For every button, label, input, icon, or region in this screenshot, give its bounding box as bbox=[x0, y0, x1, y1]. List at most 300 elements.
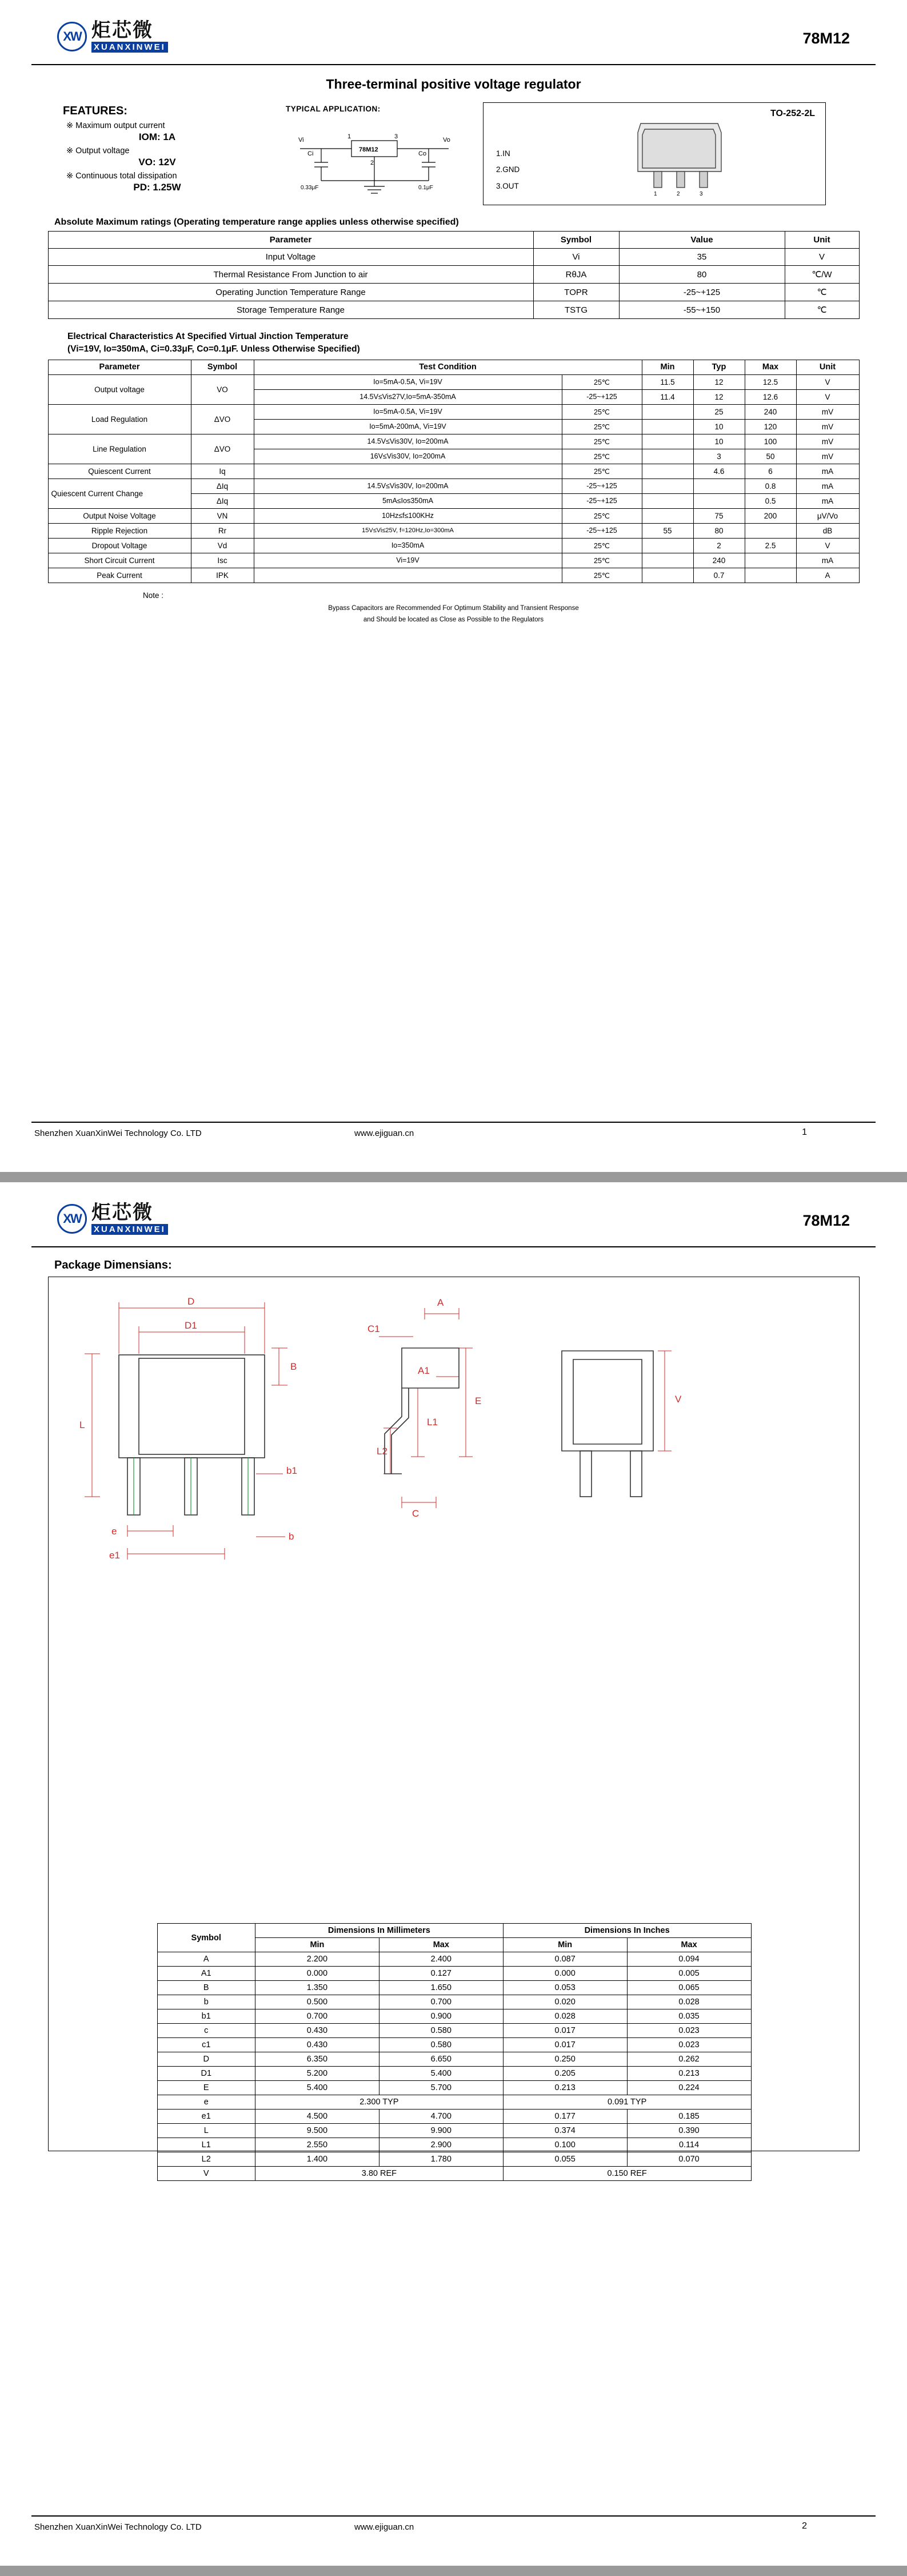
cell-unit: mA bbox=[796, 553, 859, 568]
cell-min bbox=[642, 434, 693, 449]
cell-condition: Vi=19V bbox=[254, 553, 562, 568]
svg-text:2: 2 bbox=[677, 191, 680, 197]
cell-mm-typ: 2.300 TYP bbox=[255, 2095, 503, 2110]
col-value: Value bbox=[619, 232, 785, 249]
package-illustration-box bbox=[483, 102, 826, 205]
cell-unit: μV/Vo bbox=[796, 508, 859, 523]
cell-max: 0.8 bbox=[745, 478, 796, 493]
svg-text:B: B bbox=[290, 1361, 297, 1372]
cell-parameter: Output voltage bbox=[48, 374, 191, 404]
table-row bbox=[157, 1952, 751, 1967]
svg-text:Ci: Ci bbox=[307, 150, 314, 157]
table-row bbox=[48, 434, 859, 449]
cell-temp: -25~+125 bbox=[562, 478, 642, 493]
cell-in-min: 0.020 bbox=[503, 1995, 627, 2009]
cell-temp: 25℃ bbox=[562, 464, 642, 478]
cell-symbol: A bbox=[157, 1952, 255, 1967]
cell-in-min: 0.100 bbox=[503, 2138, 627, 2152]
elec-heading-line2: (Vi=19V, Io=350mA, Ci=0.33μF, Co=0.1μF. Unless Otherwise Specified) bbox=[67, 344, 360, 354]
cell-in-max: 0.023 bbox=[627, 2024, 751, 2038]
typical-application-block bbox=[286, 105, 480, 199]
table-row bbox=[157, 2081, 751, 2095]
logo-mark-icon: XW bbox=[57, 22, 87, 51]
cell-parameter: Output Noise Voltage bbox=[48, 508, 191, 523]
svg-text:1: 1 bbox=[347, 133, 351, 140]
cell-symbol: TSTG bbox=[533, 301, 619, 319]
cell-typ: 0.7 bbox=[693, 568, 745, 583]
elec-heading-line1: Electrical Characteristics At Specified Virtual Jinction Temperature bbox=[67, 332, 349, 341]
table-row bbox=[157, 1967, 751, 1981]
svg-text:1: 1 bbox=[654, 191, 657, 197]
cell-mm-min: 5.200 bbox=[255, 2067, 379, 2081]
cell-in-min: 0.213 bbox=[503, 2081, 627, 2095]
col-group-mm: Dimensions In Millimeters bbox=[255, 1924, 503, 1938]
cell-symbol: b bbox=[157, 1995, 255, 2009]
datasheet-page-1 bbox=[0, 0, 907, 1172]
cell-mm-max: 9.900 bbox=[379, 2124, 503, 2138]
cell-mm-max: 2.900 bbox=[379, 2138, 503, 2152]
cell-max: 6 bbox=[745, 464, 796, 478]
cell-min bbox=[642, 538, 693, 553]
datasheet-page-2 bbox=[0, 1182, 907, 2566]
cell-symbol: L2 bbox=[157, 2152, 255, 2167]
cell-symbol: ΔIq bbox=[191, 493, 254, 508]
page-header bbox=[0, 0, 907, 69]
cell-temp: 25℃ bbox=[562, 449, 642, 464]
package-pin-list bbox=[496, 146, 520, 194]
cell-symbol: V bbox=[157, 2167, 255, 2181]
cell-temp: -25~+125 bbox=[562, 493, 642, 508]
col-max: Max bbox=[745, 360, 796, 374]
cell-min bbox=[642, 464, 693, 478]
part-number-header: 78M12 bbox=[802, 30, 850, 47]
svg-text:0.33μF: 0.33μF bbox=[301, 185, 319, 191]
cell-symbol: D1 bbox=[157, 2067, 255, 2081]
cell-symbol: TOPR bbox=[533, 284, 619, 301]
cell-mm-max: 0.580 bbox=[379, 2038, 503, 2052]
cell-in-max: 0.023 bbox=[627, 2038, 751, 2052]
footer-page-number: 2 bbox=[802, 2521, 807, 2531]
cell-parameter: Input Voltage bbox=[48, 249, 533, 266]
logo-mark-icon: XW bbox=[57, 1204, 87, 1234]
cell-typ bbox=[693, 478, 745, 493]
electrical-characteristics-heading bbox=[67, 330, 907, 356]
svg-text:3: 3 bbox=[394, 133, 398, 140]
cell-condition bbox=[254, 568, 562, 583]
cell-symbol: b1 bbox=[157, 2009, 255, 2024]
dimension-table-wrap bbox=[157, 1923, 752, 2181]
col-parameter: Parameter bbox=[48, 360, 191, 374]
cell-parameter: Short Circuit Current bbox=[48, 553, 191, 568]
cell-condition: Io=5mA-200mA, Vi=19V bbox=[254, 419, 562, 434]
cell-typ: 25 bbox=[693, 404, 745, 419]
cell-mm-min: 4.500 bbox=[255, 2110, 379, 2124]
cell-temp: 25℃ bbox=[562, 404, 642, 419]
cell-parameter: Ripple Rejection bbox=[48, 523, 191, 538]
footer-divider bbox=[31, 2515, 876, 2517]
cell-typ bbox=[693, 493, 745, 508]
cell-max: 100 bbox=[745, 434, 796, 449]
svg-text:C1: C1 bbox=[367, 1323, 380, 1334]
table-row bbox=[48, 478, 859, 493]
table-row bbox=[157, 2138, 751, 2152]
cell-symbol: RθJA bbox=[533, 266, 619, 284]
table-row bbox=[48, 508, 859, 523]
to252-package-icon bbox=[609, 115, 758, 201]
cell-in-min: 0.205 bbox=[503, 2067, 627, 2081]
cell-mm-min: 0.430 bbox=[255, 2024, 379, 2038]
pin-1: 1.IN bbox=[496, 149, 510, 158]
footer-company: Shenzhen XuanXinWei Technology Co. LTD bbox=[34, 1129, 202, 1138]
feature-value: PD: 1.25W bbox=[133, 182, 181, 193]
table-row bbox=[48, 464, 859, 478]
package-dimensions-frame bbox=[48, 1277, 860, 2178]
svg-text:C: C bbox=[411, 1508, 419, 1519]
cell-symbol: Iq bbox=[191, 464, 254, 478]
cell-condition: Io=5mA-0.5A, Vi=19V bbox=[254, 374, 562, 389]
cell-temp: -25~+125 bbox=[562, 389, 642, 404]
cell-value: -55~+150 bbox=[619, 301, 785, 319]
cell-max: 240 bbox=[745, 404, 796, 419]
svg-text:Co: Co bbox=[418, 150, 427, 157]
cell-min bbox=[642, 404, 693, 419]
cell-in-max: 0.070 bbox=[627, 2152, 751, 2167]
page-header bbox=[0, 1182, 907, 1251]
svg-text:L1: L1 bbox=[426, 1417, 438, 1427]
cell-symbol: Rr bbox=[191, 523, 254, 538]
cell-min: 11.5 bbox=[642, 374, 693, 389]
cell-unit: V bbox=[796, 389, 859, 404]
table-row bbox=[157, 2152, 751, 2167]
cell-parameter: Load Regulation bbox=[48, 404, 191, 434]
cell-mm-max: 0.700 bbox=[379, 1995, 503, 2009]
table-row bbox=[48, 301, 859, 319]
cell-symbol: VO bbox=[191, 374, 254, 404]
cell-mm-max: 0.900 bbox=[379, 2009, 503, 2024]
cell-mm-min: 0.500 bbox=[255, 1995, 379, 2009]
cell-in-max: 0.094 bbox=[627, 1952, 751, 1967]
col-mm-min: Min bbox=[255, 1938, 379, 1952]
table-row bbox=[48, 568, 859, 583]
cell-in-max: 0.035 bbox=[627, 2009, 751, 2024]
table-row bbox=[157, 2067, 751, 2081]
feature-label: ※ Maximum output current bbox=[66, 121, 165, 130]
cell-unit: ℃ bbox=[785, 301, 859, 319]
svg-text:D: D bbox=[187, 1296, 194, 1307]
cell-symbol: A1 bbox=[157, 1967, 255, 1981]
cell-in-min: 0.374 bbox=[503, 2124, 627, 2138]
svg-text:b1: b1 bbox=[286, 1465, 297, 1476]
cell-temp: 25℃ bbox=[562, 374, 642, 389]
cell-mm-max: 0.580 bbox=[379, 2024, 503, 2038]
table-header-row bbox=[48, 360, 859, 374]
table-row bbox=[157, 2095, 751, 2110]
cell-unit: dB bbox=[796, 523, 859, 538]
cell-max: 120 bbox=[745, 419, 796, 434]
package-name: TO-252-2L bbox=[770, 109, 815, 118]
cell-min: 55 bbox=[642, 523, 693, 538]
cell-unit: V bbox=[785, 249, 859, 266]
cell-condition: 15V≤Vi≤25V, f=120Hz,Io=300mA bbox=[254, 523, 562, 538]
table-row bbox=[48, 538, 859, 553]
footer-page-number: 1 bbox=[802, 1127, 807, 1137]
cell-condition: 14.5V≤Vis30V, Io=200mA bbox=[254, 434, 562, 449]
cell-min bbox=[642, 508, 693, 523]
cell-unit: V bbox=[796, 374, 859, 389]
cell-condition: 16V≤Vis30V, Io=200mA bbox=[254, 449, 562, 464]
feature-value: VO: 12V bbox=[138, 157, 176, 168]
cell-max bbox=[745, 553, 796, 568]
header-divider bbox=[31, 64, 876, 65]
cell-symbol: IPK bbox=[191, 568, 254, 583]
label-vo: Vo bbox=[443, 137, 450, 143]
cell-mm-min: 6.350 bbox=[255, 2052, 379, 2067]
cell-value: -25~+125 bbox=[619, 284, 785, 301]
page-footer bbox=[0, 2515, 907, 2550]
cell-temp: 25℃ bbox=[562, 508, 642, 523]
svg-text:e1: e1 bbox=[109, 1550, 120, 1561]
part-number-header: 78M12 bbox=[802, 1212, 850, 1229]
cell-mm-max: 1.650 bbox=[379, 1981, 503, 1995]
table-row bbox=[157, 1995, 751, 2009]
svg-text:A1: A1 bbox=[417, 1365, 430, 1376]
svg-text:V: V bbox=[674, 1394, 681, 1405]
cell-max bbox=[745, 523, 796, 538]
cell-in-max: 0.028 bbox=[627, 1995, 751, 2009]
table-header-row bbox=[157, 1924, 751, 1938]
company-name-en: XUANXINWEI bbox=[91, 42, 168, 53]
cell-min bbox=[642, 449, 693, 464]
cell-typ: 10 bbox=[693, 434, 745, 449]
application-circuit-diagram bbox=[286, 113, 474, 199]
cell-mm-max: 6.650 bbox=[379, 2052, 503, 2067]
col-symbol: Symbol bbox=[533, 232, 619, 249]
col-parameter: Parameter bbox=[48, 232, 533, 249]
cell-mm-min: 2.200 bbox=[255, 1952, 379, 1967]
electrical-characteristics-table bbox=[48, 360, 860, 583]
cell-in-max: 0.213 bbox=[627, 2067, 751, 2081]
note-line-1: Bypass Capacitors are Recommended For Optimum Stability and Transient Response bbox=[328, 604, 579, 612]
cell-mm-min: 5.400 bbox=[255, 2081, 379, 2095]
col-symbol: Symbol bbox=[191, 360, 254, 374]
pin-3: 3.OUT bbox=[496, 181, 519, 190]
cell-unit: mV bbox=[796, 449, 859, 464]
table-row bbox=[157, 2124, 751, 2138]
cell-in-max: 0.390 bbox=[627, 2124, 751, 2138]
cell-typ: 3 bbox=[693, 449, 745, 464]
cell-symbol: Isc bbox=[191, 553, 254, 568]
cell-symbol: VN bbox=[191, 508, 254, 523]
cell-mm-min: 9.500 bbox=[255, 2124, 379, 2138]
cell-mm-min: 0.700 bbox=[255, 2009, 379, 2024]
features-block bbox=[63, 105, 251, 197]
abs-max-heading: Absolute Maximum ratings (Operating temperature range applies unless otherwise specified) bbox=[54, 217, 459, 227]
company-logo bbox=[57, 1203, 168, 1235]
typical-application-caption: TYPICAL APPLICATION: bbox=[286, 105, 381, 113]
cell-parameter: Line Regulation bbox=[48, 434, 191, 464]
table-row bbox=[48, 553, 859, 568]
cell-typ: 240 bbox=[693, 553, 745, 568]
cell-in-min: 0.053 bbox=[503, 1981, 627, 1995]
cell-condition: Io=350mA bbox=[254, 538, 562, 553]
cell-symbol: D bbox=[157, 2052, 255, 2067]
table-row bbox=[48, 266, 859, 284]
svg-text:3: 3 bbox=[700, 191, 703, 197]
cell-in-min: 0.087 bbox=[503, 1952, 627, 1967]
cell-typ: 75 bbox=[693, 508, 745, 523]
table-row bbox=[48, 523, 859, 538]
cell-typ: 4.6 bbox=[693, 464, 745, 478]
company-name-cn: 炬芯微 bbox=[91, 1201, 153, 1224]
table-row bbox=[157, 2167, 751, 2181]
cell-condition: 14.5V≤Vis30V, Io=200mA bbox=[254, 478, 562, 493]
cell-in-min: 0.250 bbox=[503, 2052, 627, 2067]
svg-text:0.1μF: 0.1μF bbox=[418, 185, 433, 191]
cell-symbol: ΔVO bbox=[191, 434, 254, 464]
label-vi: Vi bbox=[298, 137, 304, 143]
cell-symbol: B bbox=[157, 1981, 255, 1995]
cell-parameter: Quiescent Current Change bbox=[48, 478, 191, 508]
table-row bbox=[157, 2024, 751, 2038]
company-name-cn: 炬芯微 bbox=[91, 19, 153, 42]
cell-temp: 25℃ bbox=[562, 434, 642, 449]
cell-condition: Io=5mA-0.5A, Vi=19V bbox=[254, 404, 562, 419]
cell-symbol: e bbox=[157, 2095, 255, 2110]
cell-unit: mV bbox=[796, 419, 859, 434]
cell-temp: 25℃ bbox=[562, 553, 642, 568]
table-row bbox=[157, 1981, 751, 1995]
cell-max: 12.6 bbox=[745, 389, 796, 404]
cell-mm-min: 0.430 bbox=[255, 2038, 379, 2052]
footer-url[interactable]: www.ejiguan.cn bbox=[354, 1129, 414, 1138]
svg-text:L2: L2 bbox=[376, 1446, 387, 1457]
overview-row bbox=[0, 105, 907, 205]
cell-temp: -25~+125 bbox=[562, 523, 642, 538]
cell-unit: mA bbox=[796, 464, 859, 478]
svg-text:b: b bbox=[288, 1531, 294, 1542]
cell-mm-max: 4.700 bbox=[379, 2110, 503, 2124]
cell-value: 35 bbox=[619, 249, 785, 266]
svg-text:E: E bbox=[474, 1395, 481, 1406]
cell-symbol: L1 bbox=[157, 2138, 255, 2152]
cell-in-max: 0.005 bbox=[627, 1967, 751, 1981]
col-test-condition: Test Condition bbox=[254, 360, 642, 374]
cell-unit: mA bbox=[796, 493, 859, 508]
note-line-2: and Should be located as Close as Possible to the Regulators bbox=[363, 616, 544, 624]
col-group-in: Dimensions In Inches bbox=[503, 1924, 751, 1938]
feature-value: IOM: 1A bbox=[138, 131, 176, 142]
cell-typ: 12 bbox=[693, 374, 745, 389]
svg-text:78M12: 78M12 bbox=[359, 146, 378, 153]
cell-min bbox=[642, 568, 693, 583]
note-block bbox=[0, 591, 907, 625]
svg-text:L: L bbox=[79, 1419, 85, 1430]
svg-text:A: A bbox=[437, 1297, 443, 1308]
cell-min bbox=[642, 478, 693, 493]
package-mechanical-drawings bbox=[59, 1285, 848, 1903]
cell-in-ref: 0.150 REF bbox=[503, 2167, 751, 2181]
cell-in-max: 0.185 bbox=[627, 2110, 751, 2124]
page-footer bbox=[0, 1122, 907, 1156]
cell-max: 2.5 bbox=[745, 538, 796, 553]
col-mm-max: Max bbox=[379, 1938, 503, 1952]
cell-condition bbox=[254, 464, 562, 478]
svg-text:e: e bbox=[111, 1526, 117, 1537]
table-row bbox=[48, 284, 859, 301]
cell-temp: 25℃ bbox=[562, 538, 642, 553]
cell-max: 200 bbox=[745, 508, 796, 523]
table-row bbox=[157, 2038, 751, 2052]
cell-condition: 14.5V≤Vis27V,Io=5mA-350mA bbox=[254, 389, 562, 404]
col-min: Min bbox=[642, 360, 693, 374]
cell-min: 11.4 bbox=[642, 389, 693, 404]
cell-mm-max: 1.780 bbox=[379, 2152, 503, 2167]
cell-value: 80 bbox=[619, 266, 785, 284]
cell-in-min: 0.017 bbox=[503, 2038, 627, 2052]
cell-mm-ref: 3.80 REF bbox=[255, 2167, 503, 2181]
cell-unit: V bbox=[796, 538, 859, 553]
cell-parameter: Thermal Resistance From Junction to air bbox=[48, 266, 533, 284]
cell-mm-max: 0.127 bbox=[379, 1967, 503, 1981]
cell-symbol: c1 bbox=[157, 2038, 255, 2052]
cell-in-min: 0.028 bbox=[503, 2009, 627, 2024]
svg-text:2: 2 bbox=[370, 159, 374, 166]
feature-label: ※ Continuous total dissipation bbox=[66, 172, 177, 181]
svg-text:D1: D1 bbox=[184, 1320, 197, 1331]
cell-mm-min: 0.000 bbox=[255, 1967, 379, 1981]
cell-in-max: 0.224 bbox=[627, 2081, 751, 2095]
cell-in-min: 0.017 bbox=[503, 2024, 627, 2038]
cell-symbol: ΔIq bbox=[191, 478, 254, 493]
cell-in-max: 0.065 bbox=[627, 1981, 751, 1995]
col-symbol: Symbol bbox=[157, 1924, 255, 1952]
cell-min bbox=[642, 419, 693, 434]
company-name-en: XUANXINWEI bbox=[91, 1224, 168, 1235]
cell-max: 12.5 bbox=[745, 374, 796, 389]
cell-symbol: c bbox=[157, 2024, 255, 2038]
table-row bbox=[157, 2110, 751, 2124]
cell-symbol: E bbox=[157, 2081, 255, 2095]
pin-2: 2.GND bbox=[496, 165, 520, 174]
col-unit: Unit bbox=[796, 360, 859, 374]
cell-unit: ℃/W bbox=[785, 266, 859, 284]
cell-symbol: L bbox=[157, 2124, 255, 2138]
cell-temp: 25℃ bbox=[562, 568, 642, 583]
cell-max: 50 bbox=[745, 449, 796, 464]
footer-url[interactable]: www.ejiguan.cn bbox=[354, 2522, 414, 2532]
cell-parameter: Storage Temperature Range bbox=[48, 301, 533, 319]
cell-in-max: 0.114 bbox=[627, 2138, 751, 2152]
cell-typ: 12 bbox=[693, 389, 745, 404]
cell-mm-max: 2.400 bbox=[379, 1952, 503, 1967]
cell-symbol: e1 bbox=[157, 2110, 255, 2124]
cell-in-typ: 0.091 TYP bbox=[503, 2095, 751, 2110]
table-row bbox=[48, 374, 859, 389]
cell-mm-max: 5.400 bbox=[379, 2067, 503, 2081]
absolute-maximum-ratings-table bbox=[48, 231, 860, 319]
table-header-row bbox=[48, 232, 859, 249]
footer-company: Shenzhen XuanXinWei Technology Co. LTD bbox=[34, 2522, 202, 2532]
cell-max: 0.5 bbox=[745, 493, 796, 508]
cell-unit: ℃ bbox=[785, 284, 859, 301]
company-logo bbox=[57, 21, 168, 53]
col-typ: Typ bbox=[693, 360, 745, 374]
cell-mm-min: 1.350 bbox=[255, 1981, 379, 1995]
col-unit: Unit bbox=[785, 232, 859, 249]
cell-in-max: 0.262 bbox=[627, 2052, 751, 2067]
cell-parameter: Peak Current bbox=[48, 568, 191, 583]
cell-temp: 25℃ bbox=[562, 419, 642, 434]
